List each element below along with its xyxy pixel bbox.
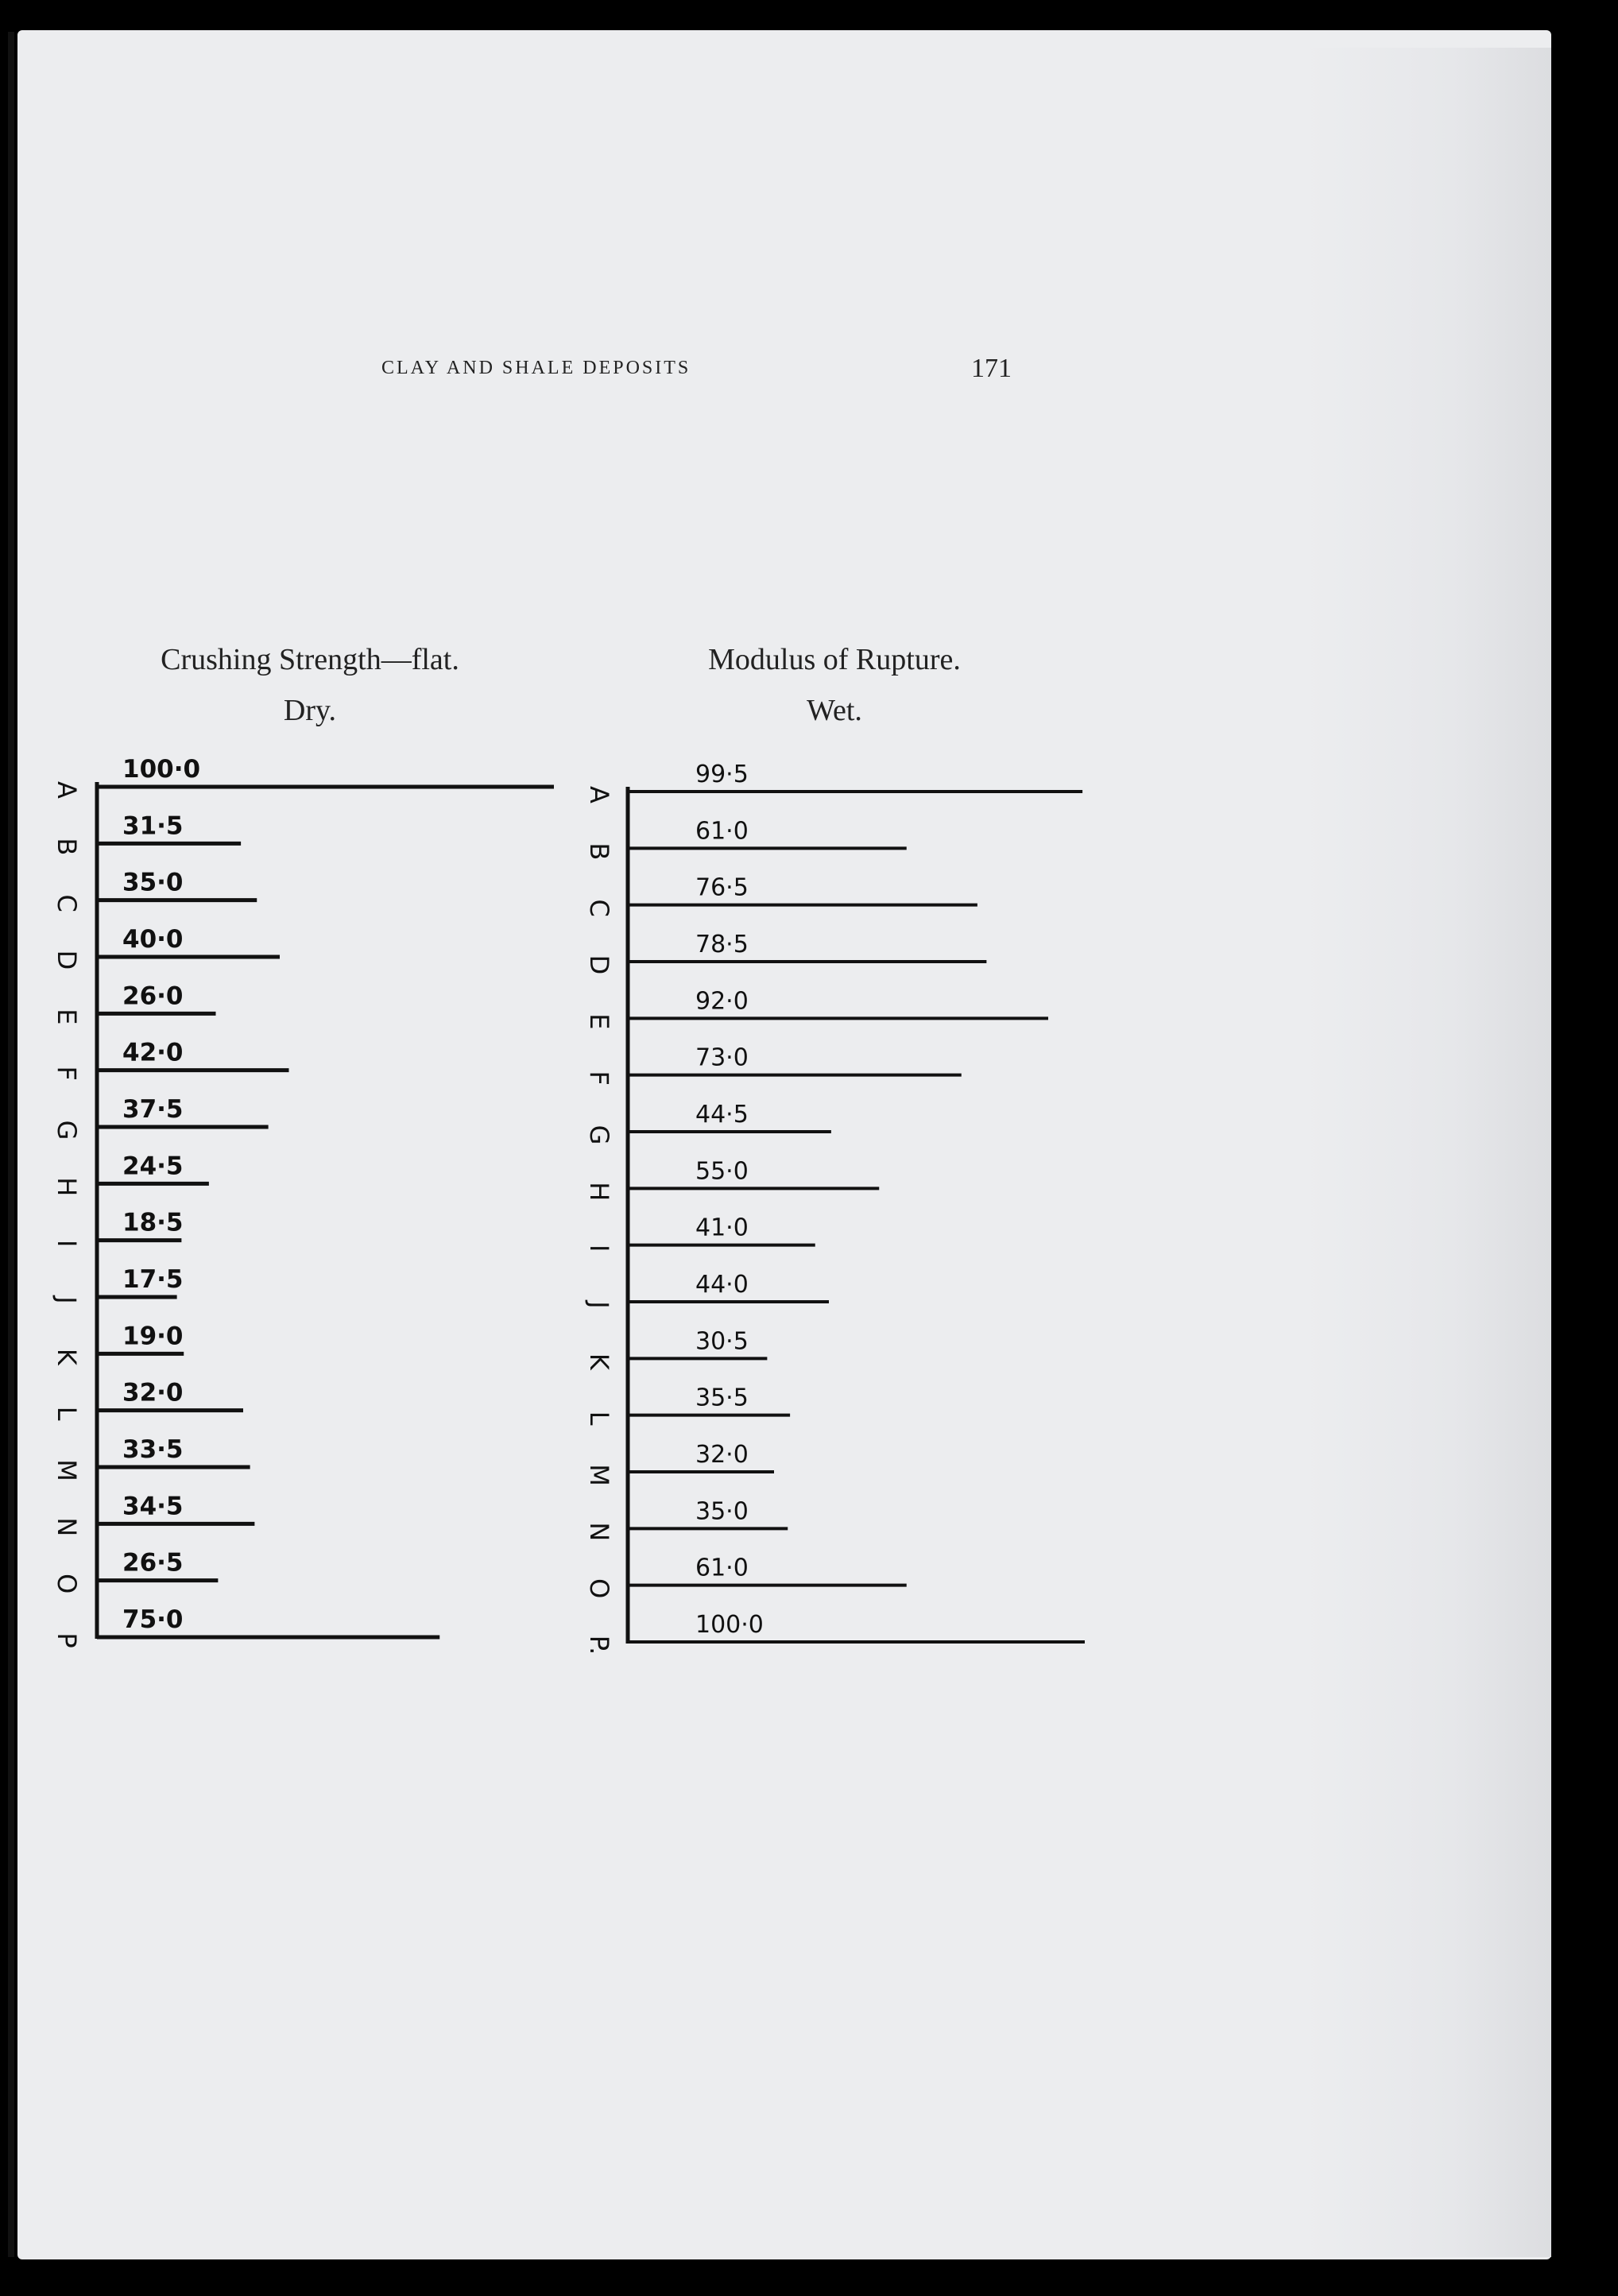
wet-category-label: A xyxy=(584,786,614,803)
wet-value-label: 41·0 xyxy=(695,1214,749,1242)
right-chart-subtitle: Wet. xyxy=(807,694,862,727)
wet-category-label: N xyxy=(584,1522,614,1542)
dry-value-label: 100·0 xyxy=(122,755,201,784)
dry-category-label: F xyxy=(52,1066,82,1081)
dry-category-label: N xyxy=(52,1517,82,1537)
wet-category-label: M xyxy=(584,1464,614,1486)
wet-category-label: L xyxy=(584,1411,614,1426)
wet-category-label: G xyxy=(584,1125,614,1145)
wet-category-label: O xyxy=(584,1578,614,1599)
wet-value-label: 61·0 xyxy=(695,817,749,846)
wet-category-label: H xyxy=(584,1182,614,1202)
wet-value-label: 35·5 xyxy=(695,1384,749,1412)
dry-category-label: K xyxy=(52,1348,82,1365)
dry-category-label: P xyxy=(52,1632,82,1648)
wet-category-label: J xyxy=(584,1301,614,1309)
dry-value-label: 18·5 xyxy=(122,1208,184,1237)
wet-value-label: 32·0 xyxy=(695,1441,749,1469)
dry-category-label: A xyxy=(52,781,82,799)
wet-value-label: 99·5 xyxy=(695,761,749,788)
dry-category-label: G xyxy=(52,1120,82,1140)
wet-category-label: C xyxy=(584,899,614,917)
dry-category-label: D xyxy=(52,950,82,970)
wet-value-label: 92·0 xyxy=(695,987,749,1016)
wet-category-label: B xyxy=(584,842,614,861)
wet-category-label: F xyxy=(584,1071,614,1086)
dry-category-label: L xyxy=(52,1406,82,1421)
dry-value-label: 40·0 xyxy=(122,925,184,954)
dry-value-label: 33·5 xyxy=(122,1435,184,1464)
left-chart-subtitle: Dry. xyxy=(283,694,337,727)
dry-value-label: 32·0 xyxy=(122,1378,184,1407)
dry-category-label: O xyxy=(52,1574,82,1594)
wet-value-label: 44·5 xyxy=(695,1101,749,1129)
dry-value-label: 34·5 xyxy=(122,1492,184,1521)
wet-value-label: 78·5 xyxy=(695,931,749,958)
wet-category-label: E xyxy=(584,1013,614,1030)
dry-value-label: 37·5 xyxy=(122,1095,184,1124)
dry-value-label: 19·0 xyxy=(122,1322,184,1351)
wet-value-label: 100·0 xyxy=(695,1611,764,1639)
wet-value-label: 55·0 xyxy=(695,1157,749,1186)
wet-value-label: 76·5 xyxy=(695,873,749,902)
wet-value-label: 61·0 xyxy=(695,1554,749,1582)
dry-value-label: 24·5 xyxy=(122,1152,184,1181)
dry-category-label: E xyxy=(52,1009,82,1025)
dry-value-label: 35·0 xyxy=(122,868,184,897)
wet-value-label: 30·5 xyxy=(695,1327,749,1356)
dry-value-label: 26·0 xyxy=(122,982,184,1011)
wet-category-label: I xyxy=(584,1244,614,1253)
dry-value-label: 42·0 xyxy=(122,1038,184,1067)
page-number: 171 xyxy=(971,354,1012,383)
dry-category-label: M xyxy=(52,1459,82,1481)
wet-value-label: 73·0 xyxy=(695,1043,749,1072)
wet-value-label: 44·0 xyxy=(695,1271,749,1299)
dry-category-label: C xyxy=(52,894,82,912)
wet-category-label: P. xyxy=(584,1635,614,1655)
running-title: CLAY AND SHALE DEPOSITS xyxy=(381,358,691,378)
dry-value-label: 17·5 xyxy=(122,1265,184,1294)
dry-category-label: B xyxy=(52,838,82,856)
left-chart-title: Crushing Strength—flat. xyxy=(161,643,459,676)
dry-value-label: 75·0 xyxy=(122,1605,184,1634)
dry-category-label: H xyxy=(52,1177,82,1197)
dry-value-label: 26·5 xyxy=(122,1548,184,1578)
wet-value-label: 35·0 xyxy=(695,1497,749,1526)
right-chart-title: Modulus of Rupture. xyxy=(708,643,961,676)
wet-category-label: D xyxy=(584,954,614,975)
dry-category-label: J xyxy=(52,1296,82,1304)
wet-category-label: K xyxy=(584,1353,614,1370)
dry-category-label: I xyxy=(52,1239,82,1248)
dry-value-label: 31·5 xyxy=(122,811,184,841)
